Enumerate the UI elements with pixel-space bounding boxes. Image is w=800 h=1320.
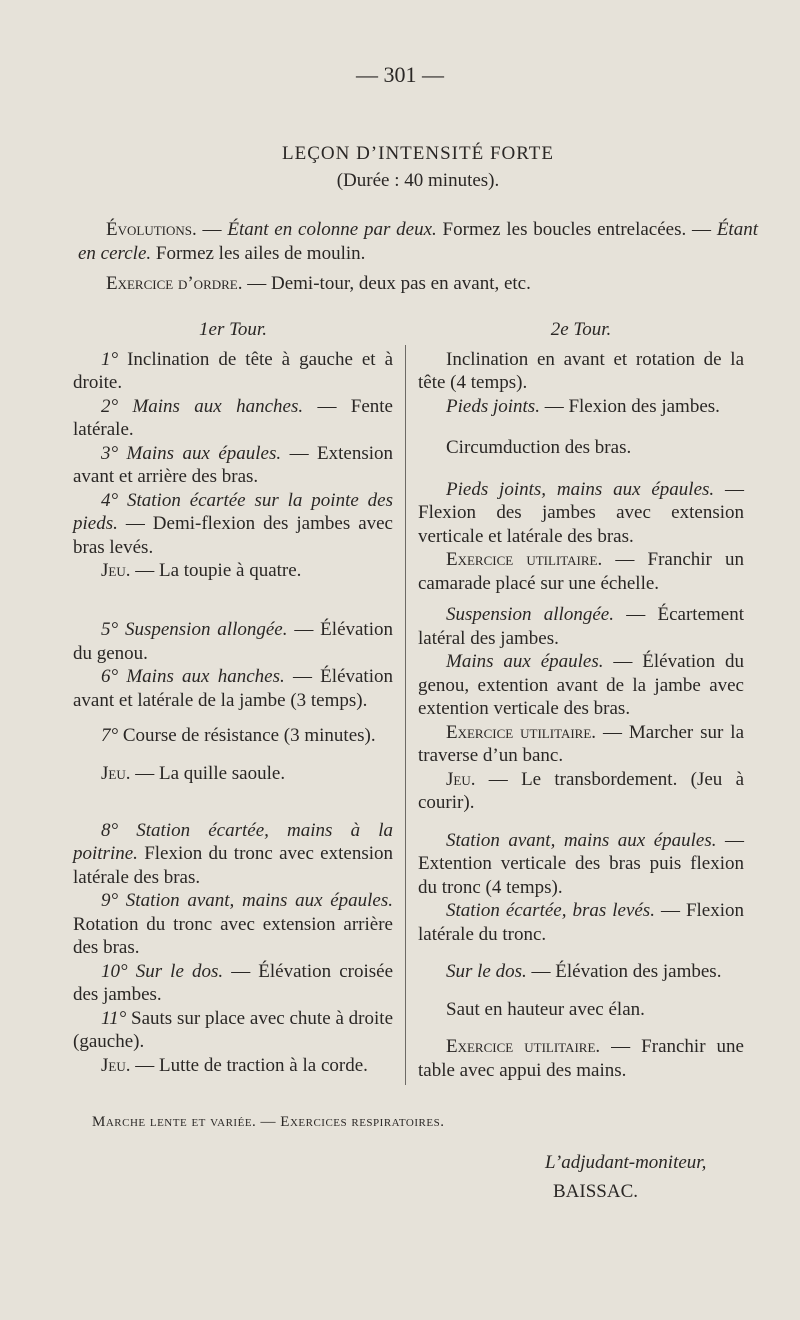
left-heading-num: 1er	[199, 319, 225, 340]
signature-title: L’adjudant-moniteur,	[545, 1152, 707, 1173]
left-item-jeu-3	[73, 1054, 393, 1078]
jeu-label: Jeu.	[101, 762, 131, 784]
left-item-jeu-2	[73, 762, 393, 786]
column-divider	[405, 345, 406, 1085]
item-italic: Pieds joints, mains aux épaules.	[446, 478, 715, 500]
item-text: Flexion du tronc avec extension latérale des bras.	[73, 843, 393, 888]
item-text: — Demi-flexion des jambes avec bras levés.	[73, 513, 393, 558]
item-text: — Le transbordement. (Jeu à courir).	[418, 768, 744, 813]
item-text: — Marcher sur la traverse d’un banc.	[418, 721, 745, 766]
evolutions-text-2: Formez les boucles entrelacées. —	[436, 219, 717, 240]
right-item-2	[418, 395, 744, 419]
left-item-2	[73, 395, 393, 442]
item-italic: Mains aux hanches.	[118, 666, 285, 687]
evolutions-dash: —	[196, 219, 228, 240]
ordre-text: — Demi-tour, deux pas en avant, etc.	[242, 273, 531, 294]
item-text: Inclination de tête à gauche et à droite.	[73, 348, 393, 393]
right-item-10	[418, 829, 744, 900]
exercice-label: Exercice utilitaire.	[446, 721, 597, 743]
left-item-6	[73, 665, 393, 712]
right-column-second-tour	[418, 318, 744, 1082]
item-number: 1°	[101, 348, 119, 370]
item-italic: Station écartée, bras levés.	[446, 900, 655, 921]
item-text: — La quille saoule.	[130, 762, 286, 784]
right-item-1	[418, 348, 744, 395]
item-number: 9°	[101, 890, 119, 911]
item-number: 4°	[101, 489, 119, 511]
item-text: — Franchir une table avec appui des mains.	[418, 1036, 744, 1081]
page-number: — 301 —	[356, 62, 444, 87]
item-number: 2°	[101, 395, 119, 417]
item-italic: Mains aux épaules.	[446, 651, 604, 672]
item-text: — Extention verticale des bras puis flexion du tronc (4 temps).	[418, 829, 744, 898]
item-text: — Élévation du genou.	[73, 619, 393, 664]
item-italic: Station avant, mains aux épaules.	[118, 890, 393, 911]
jeu-label: Jeu.	[101, 1054, 131, 1076]
item-text: Circumduction des bras.	[446, 437, 632, 458]
evolutions-italic-2: Étant en cercle.	[78, 219, 758, 264]
item-text: — Élévation avant et latérale de la jambe (3 temps).	[73, 666, 393, 711]
right-item-7	[418, 650, 744, 721]
closing-line: Marche lente et variée. — Exercices respiratoires.	[92, 1114, 445, 1130]
right-item-3	[418, 436, 744, 460]
right-heading-num: 2e	[550, 319, 569, 340]
right-heading	[418, 318, 744, 342]
right-item-9	[418, 768, 744, 815]
item-text: — Flexion des jambes.	[539, 395, 720, 417]
item-text: — Lutte de traction à la corde.	[130, 1054, 368, 1076]
left-heading-text: Tour.	[224, 319, 267, 340]
item-text: — La toupie à quatre.	[130, 560, 302, 581]
left-item-3	[73, 442, 393, 489]
item-italic: Station avant, mains aux épaules.	[446, 829, 717, 851]
evolutions-label: Évolutions.	[106, 219, 197, 240]
signature-name: BAISSAC.	[553, 1181, 638, 1202]
item-number: 3°	[101, 442, 119, 464]
right-item-12	[418, 960, 744, 984]
left-item-1	[73, 348, 393, 395]
item-italic: Station écartée sur la pointe des pieds.	[73, 489, 393, 534]
item-text: — Flexion latérale du tronc.	[418, 900, 744, 945]
left-item-jeu-1	[73, 559, 393, 583]
right-item-6	[418, 603, 744, 650]
item-number: 10°	[101, 960, 128, 982]
item-text: — Écartement latéral des jambes.	[418, 604, 744, 649]
item-italic: Suspension allongée.	[118, 619, 288, 640]
right-heading-text: Tour.	[568, 319, 612, 340]
left-item-10	[73, 960, 393, 1007]
right-item-5	[418, 548, 744, 595]
left-item-5	[73, 618, 393, 665]
evolutions-paragraph	[78, 218, 758, 266]
item-italic: Sur le dos.	[127, 960, 224, 982]
lesson-duration: (Durée : 40 minutes).	[336, 170, 500, 191]
left-item-9	[73, 889, 393, 960]
jeu-label: Jeu.	[101, 560, 131, 581]
item-text: — Extension avant et arrière des bras.	[73, 442, 393, 487]
right-item-13	[418, 998, 744, 1022]
evolutions-text-3: Formez les ailes de moulin.	[151, 243, 366, 264]
item-text: Inclination en avant et rotation de la tête (4 temps).	[418, 348, 744, 393]
item-italic: Suspension allongée.	[446, 604, 614, 625]
item-number: 7°	[101, 725, 119, 746]
item-italic: Pieds joints.	[446, 395, 540, 417]
ordre-label: Exercice d’ordre.	[106, 273, 243, 294]
item-text: — Élévation des jambes.	[526, 961, 722, 982]
right-item-4	[418, 478, 744, 549]
left-item-4	[73, 489, 393, 560]
item-number: 5°	[101, 619, 119, 640]
evolutions-italic-1: Étant en colonne par deux.	[227, 219, 437, 240]
jeu-label: Jeu.	[446, 768, 476, 790]
left-column-first-tour	[73, 318, 393, 1077]
exercice-label: Exercice utilitaire.	[446, 549, 603, 570]
item-text: Saut en hauteur avec élan.	[446, 998, 645, 1020]
item-italic: Mains aux hanches.	[118, 395, 304, 417]
lesson-title: LEÇON D’INTENSITÉ FORTE	[282, 143, 554, 164]
left-heading	[73, 318, 393, 342]
item-italic: Mains aux épaules.	[118, 442, 282, 464]
item-number: 8°	[101, 819, 119, 841]
item-number: 6°	[101, 666, 119, 687]
item-text: Rotation du tronc avec extension arrière des bras.	[73, 913, 393, 958]
item-text: — Fente latérale.	[73, 395, 393, 440]
item-italic: Station écartée, mains à la poitrine.	[73, 819, 393, 864]
left-item-11	[73, 1007, 393, 1054]
left-item-7	[73, 724, 393, 748]
item-text: — Élévation du genou, extention avant de la jambe avec extention verticale des bras.	[418, 651, 744, 719]
exercice-label: Exercice utilitaire.	[446, 1036, 601, 1057]
ordre-paragraph	[78, 272, 758, 296]
right-item-11	[418, 899, 744, 946]
item-number: 11°	[101, 1007, 127, 1029]
item-text: Sauts sur place avec chute à droite (gauche).	[73, 1007, 393, 1052]
right-item-14	[418, 1035, 744, 1082]
left-item-8	[73, 819, 393, 890]
item-text: Course de résistance (3 minutes).	[118, 725, 376, 746]
item-text: — Franchir un camarade placé sur une échelle.	[418, 549, 744, 594]
item-text: — Élévation croisée des jambes.	[73, 960, 393, 1005]
item-italic: Sur le dos.	[446, 961, 527, 982]
item-text: — Flexion des jambes avec extension verticale et latérale des bras.	[418, 478, 745, 547]
right-item-8	[418, 721, 744, 768]
